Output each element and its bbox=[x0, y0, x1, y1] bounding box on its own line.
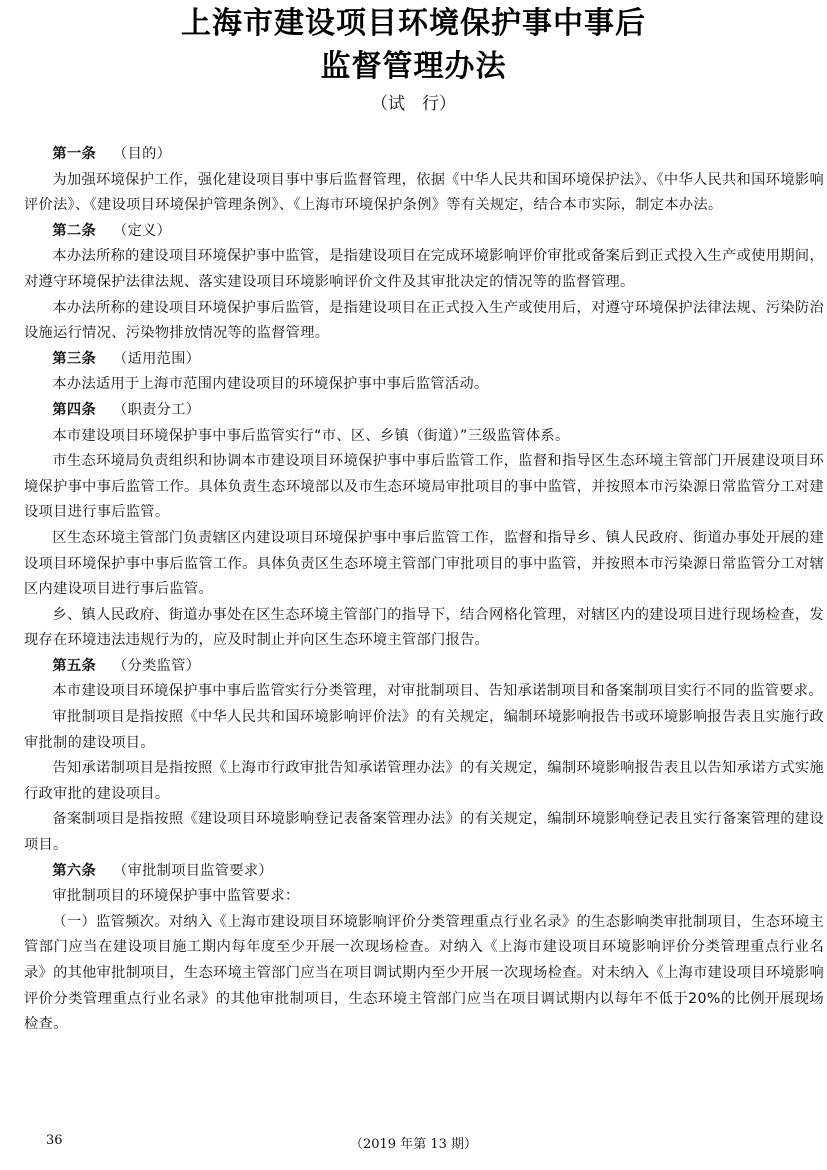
article-subheading: （目的） bbox=[113, 146, 172, 162]
article-paragraph: 市生态环境局负责组织和协调本市建设项目环境保护事中事后监管工作，监督和指导区生态环境主管部门开展建设项目环境保护事中事后监管工作。具体负责生态环境部以及市生态环境局审批项目的事中监管，并按照本市污染源日常监管分工对建设项目进行事后监管。 bbox=[24, 453, 824, 521]
article-number: 第二条 bbox=[52, 222, 97, 239]
article-paragraph: （一）监管频次。对纳入《上海市建设项目环境影响评价分类管理重点行业名录》的生态影响类审批制项目，生态环境主管部门应当在建设项目施工期内每年度至少开展一次现场检查。对纳入《上海市建设项目环境影响评价分类管理重点行业名录》的其他审批制项目，生态环境主管部门应当在项目调试期内至少开展一次现场检查。对未纳入《上海市建设项目环境影响评价分类管理重点行业名录》的其他审批制项目，生态环境主管部门应当在项目调试期内以每年不低于20%的比例开展现场检查。 bbox=[24, 913, 824, 1033]
article-subheading: （审批制项目监管要求） bbox=[113, 862, 273, 879]
article-subheading: （适用范围） bbox=[113, 350, 201, 367]
issue-label: （2019 年第 13 期） bbox=[349, 1137, 478, 1152]
article-paragraph: 为加强环境保护工作，强化建设项目事中事后监督管理，依据《中华人民共和国环境保护法》、《中华人民共和国环境影响评价法》、《建设项目环境保护管理条例》、《上海市环境保护条例》等有关规定，结合本市实际，制定本办法。 bbox=[24, 171, 824, 214]
document-title-line2: 监督管理办法 bbox=[320, 49, 507, 84]
article-paragraph: 乡、镇人民政府、街道办事处在区生态环境主管部门的指导下，结合网格化管理，对辖区内的建设项目进行现场检查，发现存在环境违法违规行为的，应及时制止并向区生态环境主管部门报告。 bbox=[24, 606, 824, 649]
article-heading bbox=[24, 142, 824, 168]
article-number: 第五条 bbox=[52, 657, 97, 674]
article-paragraph: 本办法所称的建设项目环境保护事后监管，是指建设项目在正式投入生产或使用后，对遵守环境保护法律法规、污染防治设施运行情况、污染物排放情况等的监督管理。 bbox=[24, 299, 824, 342]
article-number: 第六条 bbox=[52, 862, 97, 879]
article-paragraph: 审批制项目是指按照《中华人民共和国环境影响评价法》的有关规定，编制环境影响报告书或环境影响报告表且实施行政审批制的建设项目。 bbox=[24, 709, 824, 751]
article-paragraph: 本办法所称的建设项目环境保护事中监管，是指建设项目在完成环境影响评价审批或备案后到正式投入生产或使用期间，对遵守环境保护法律法规、落实建设项目环境影响评价文件及其审批决定的情况等的监督管理。 bbox=[24, 248, 824, 290]
article-subheading: （定义） bbox=[113, 222, 172, 239]
article-paragraph: 告知承诺制项目是指按照《上海市行政审批告知承诺管理办法》的有关规定，编制环境影响报告表且以告知承诺方式实施行政审批的建设项目。 bbox=[24, 760, 824, 802]
article-paragraph: 本市建设项目环境保护事中事后监管实行“市、区、乡镇（街道）”三级监管体系。 bbox=[52, 427, 570, 444]
article-subheading: （职责分工） bbox=[113, 401, 201, 418]
article-heading bbox=[24, 398, 824, 424]
article-paragraph: 本办法适用于上海市范围内建设项目的环境保护事中事后监管活动。 bbox=[52, 376, 489, 393]
article-heading bbox=[24, 654, 824, 680]
article-number: 第四条 bbox=[52, 401, 97, 418]
article-paragraph: 区生态环境主管部门负责辖区内建设项目环境保护事中事后监管工作，监督和指导乡、镇人民政府、街道办事处开展的建设项目环境保护事中事后监管工作。具体负责区生态环境主管部门审批项目的事中监管，并按照本市污染源日常监管分工对辖区内建设项目进行事后监管。 bbox=[24, 529, 824, 598]
document-subtitle: （试 行） bbox=[371, 94, 456, 114]
article-paragraph: 本市建设项目环境保护事中事后监管实行分类管理，对审批制项目、告知承诺制项目和备案制项目实行不同的监管要求。 bbox=[52, 683, 823, 700]
page-number: 36 bbox=[46, 1133, 63, 1148]
document-body bbox=[24, 142, 824, 1038]
article-heading bbox=[24, 219, 824, 245]
article-heading bbox=[24, 859, 824, 885]
article-paragraph: 备案制项目是指按照《建设项目环境影响登记表备案管理办法》的有关规定，编制环境影响登记表且实行备案管理的建设项目。 bbox=[24, 811, 824, 854]
article-heading bbox=[24, 347, 824, 373]
article-number: 第三条 bbox=[52, 350, 97, 367]
article-subheading: （分类监管） bbox=[113, 657, 201, 674]
document-title-line1: 上海市建设项目环境保护事中事后 bbox=[181, 6, 646, 41]
article-number: 第一条 bbox=[52, 146, 97, 162]
article-paragraph: 审批制项目的环境保护事中监管要求： bbox=[52, 888, 300, 905]
